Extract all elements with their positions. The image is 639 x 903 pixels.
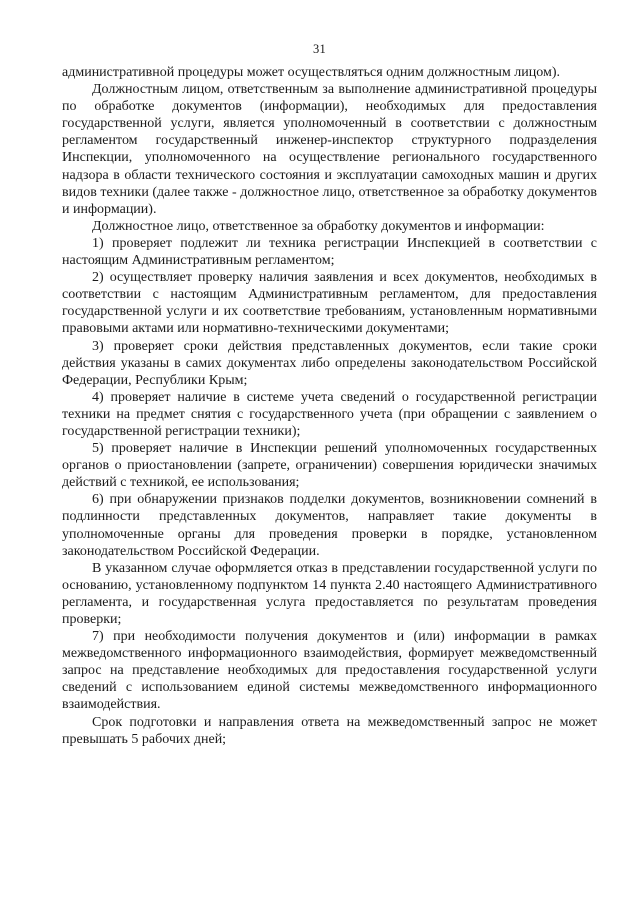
paragraph-continuation: административной процедуры может осуществляться одним должностным лицом).: [62, 65, 560, 80]
paragraph-duties-intro: Должностное лицо, ответственное за обработку документов и информации:: [92, 218, 545, 234]
list-item-2: 2) осуществляет проверку наличия заявления и всех документов, необходимых в соответствии с настоящим Административным регламентом, для предоставления государственной услуги и их соответствие требованиям, установленным нормативными правовыми актами или нормативно-техническими документами;: [62, 270, 597, 337]
list-item-6: 6) при обнаружении признаков подделки документов, возникновении сомнений в подлинности представленных документов, направляет такие документы в уполномоченные органы для проведения проверки в порядке, установленном законодательством Российской Федерации.: [62, 492, 597, 559]
document-body: [62, 64, 597, 748]
list-item-3: 3) проверяет сроки действия представленных документов, если такие сроки действия указаны в самих документах либо определены законодательством Российской Федерации, Республики Крым;: [62, 338, 597, 388]
list-item-1: 1) проверяет подлежит ли техника регистрации Инспекцией в соответствии с настоящим Административным регламентом;: [62, 235, 597, 269]
paragraph-deadline: Срок подготовки и направления ответа на межведомственный запрос не может превышать 5 рабочих дней;: [62, 714, 597, 747]
page-number: 31: [312, 42, 327, 56]
list-item-5: 5) проверяет наличие в Инспекции решений уполномоченных государственных органов о приостановлении (запрете, ограничении) совершения юридически значимых действий с техникой, ее использования;: [62, 441, 597, 491]
list-item-4: 4) проверяет наличие в системе учета сведений о государственной регистрации техники на предмет снятия с государственного учета (при обращении с заявлением о государственной регистрации техники);: [62, 389, 597, 439]
paragraph-responsible-official: Должностным лицом, ответственным за выполнение административной процедуры по обработке документов (информации), необходимых для предоставления государственной услуги, является уполномоченный в соответствии с должностным регламентом государственный инженер-инспектор структурного подразделения Инспекции, уполномоченного на осуществление регионального государственного надзора в области технического состояния и эксплуатации самоходных машин и других видов техники (далее также - должностное лицо, ответственное за обработку документов и информации).: [62, 82, 597, 217]
paragraph-refusal: В указанном случае оформляется отказ в представлении государственной услуги по основанию, установленному подпунктом 14 пункта 2.40 настоящего Административного регламента, и государственная услуга предоставляется по результатам проведения проверки;: [62, 560, 597, 627]
list-item-7: 7) при необходимости получения документов и (или) информации в рамках межведомственного информационного взаимодействия, формирует межведомственный запрос на представление необходимых для предоставления государственной услуги сведений с использованием единой системы межведомственного информационного взаимодействия.: [62, 629, 597, 713]
